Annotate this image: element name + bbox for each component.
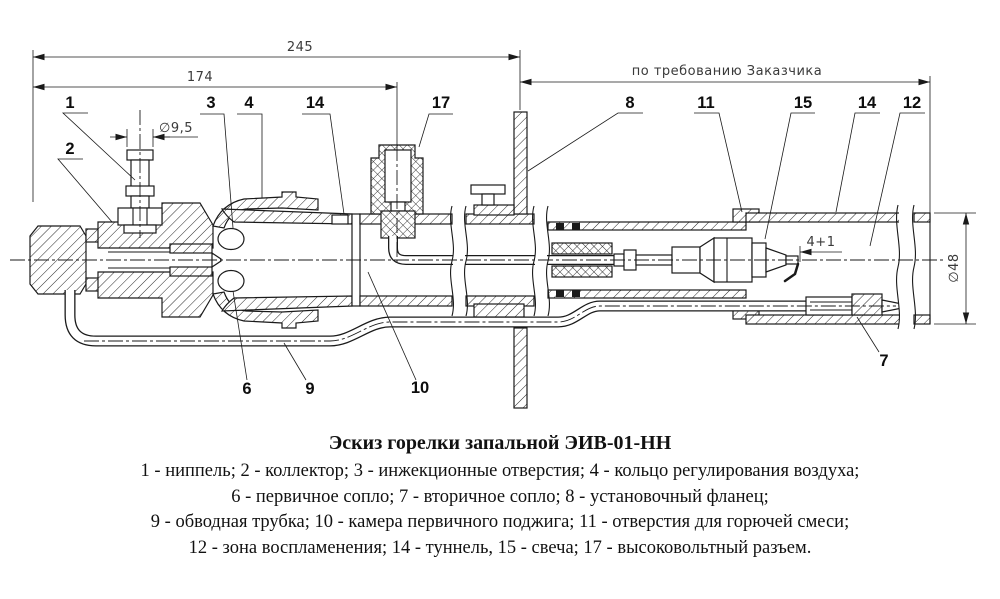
injection-hole-bottom <box>218 271 244 292</box>
callout-12: 12 <box>902 94 922 112</box>
callout-11: 11 <box>697 94 715 112</box>
collector-body-bottom <box>98 272 213 317</box>
dim-customer-label: по требованию Заказчика <box>631 64 823 79</box>
injection-hole-top <box>218 229 244 250</box>
legend-line-2: 6 - первичное сопло; 7 - вторичное сопло; 8 - установочный фланец; <box>231 486 769 507</box>
callout-8: 8 <box>625 94 635 112</box>
collector-assembly <box>30 150 244 317</box>
callout-3: 3 <box>206 94 216 112</box>
callout-2: 2 <box>65 140 75 158</box>
callout-6: 6 <box>242 380 252 398</box>
callout-17: 17 <box>431 94 451 112</box>
legend-line-3: 9 - обводная трубка; 10 - камера первичного поджига; 11 - отверстия для горючей смеси; <box>150 512 850 532</box>
dim-tube-dia-label: ∅48 <box>947 253 962 283</box>
drawing-title: Эскиз горелки запальной ЭИВ-01-НН <box>328 432 672 454</box>
flange-boss-upper <box>474 205 514 215</box>
plug-insulator-bottom <box>552 266 612 277</box>
screw-head <box>471 185 505 194</box>
drawing-caption <box>0 432 1000 561</box>
legend-line-4: 12 - зона воспламенения; 14 - туннель, 15 - свеча; 17 - высоковольтный разъем. <box>188 537 812 558</box>
screw-shaft <box>482 194 494 205</box>
dim-gap-label: 4+1 <box>806 235 836 250</box>
connector-contact <box>391 202 405 211</box>
legend-line-1: 1 - ниппель; 2 - коллектор; 3 - инжекционные отверстия; 4 - кольцо регулирования воздуха; <box>140 461 860 481</box>
mixture-hole <box>572 223 580 230</box>
callout-7: 7 <box>879 352 889 370</box>
mixture-hole <box>556 223 564 230</box>
mixture-hole <box>572 290 580 297</box>
primary-nozzle-wall-top <box>170 244 212 253</box>
callout-14-right: 14 <box>857 94 877 112</box>
flange-plate-lower <box>514 328 527 408</box>
tunnel-wall-bottom-a <box>222 296 352 311</box>
plug-insulator-top <box>552 243 612 254</box>
callout-1: 1 <box>65 94 75 112</box>
callout-4: 4 <box>244 94 254 112</box>
callout-10: 10 <box>410 379 430 397</box>
secondary-nozzle <box>806 294 902 315</box>
connector-cavity <box>385 150 411 202</box>
callout-9: 9 <box>305 380 315 398</box>
tube-step <box>332 215 348 224</box>
connector-stem <box>381 211 415 238</box>
dim-174-label: 174 <box>186 70 214 85</box>
flange-boss-lower <box>474 304 524 317</box>
dim-nipple-dia-label: ∅9,5 <box>159 121 193 136</box>
callout-14-left: 14 <box>305 94 325 112</box>
flange-plate-upper <box>514 112 527 214</box>
callout-15: 15 <box>793 94 813 112</box>
mixture-hole <box>556 290 564 297</box>
dim-245-label: 245 <box>286 40 314 55</box>
ground-electrode <box>785 264 798 281</box>
primary-nozzle-wall-bottom <box>170 267 212 276</box>
